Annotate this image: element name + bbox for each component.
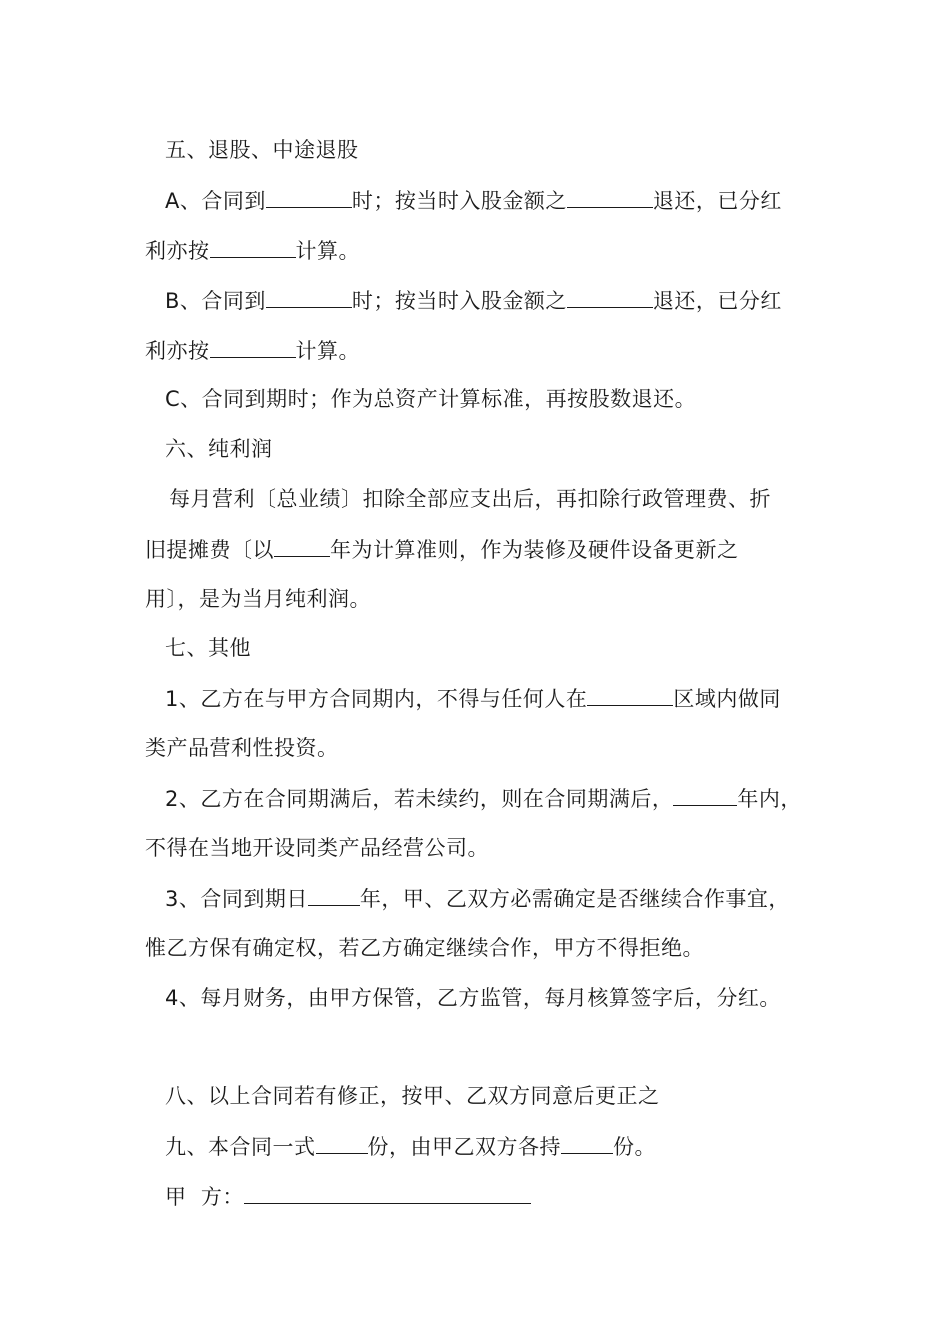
text: 3、合同到期日 [165,887,308,911]
clause-7-2-line1 [165,783,845,814]
blank-field[interactable] [316,1131,368,1154]
clause-7-1-line1 [165,683,845,714]
heading-text: 七、其他 [165,636,251,660]
section-6-para-line1 [169,484,849,514]
text: 每月营利〔总业绩〕扣除全部应支出后，再扣除行政管理费、折 [169,487,771,511]
section-5-heading [165,135,845,165]
blank-field[interactable] [274,534,330,557]
clause-5c [165,384,845,414]
text: 2、乙方在合同期满后，若未续约，则在合同期满后， [165,787,674,811]
clause-5b-line2 [145,335,825,366]
text: 退还，已分红 [652,189,782,213]
text: 时；按当时入股金额之 [351,289,567,313]
text: 份。 [613,1135,656,1159]
blank-field[interactable] [308,883,360,906]
party-a-signature-line [165,1181,845,1212]
blank-field[interactable] [567,285,653,308]
blank-field[interactable] [210,235,296,258]
text: B、合同到 [165,289,266,313]
text: 用〕，是为当月纯利润。 [145,587,371,611]
blank-field[interactable] [561,1131,613,1154]
section-6-para-line2 [145,534,825,565]
heading-text: 六、纯利润 [165,437,273,461]
text: 九、本合同一式 [165,1135,316,1159]
section-9 [165,1131,845,1162]
text: 不得在当地开设同类产品经营公司。 [145,836,489,860]
clause-7-2-line2 [145,833,825,863]
clause-5b-line1 [165,285,845,316]
text: 利亦按 [145,339,210,363]
party-a-label: 甲 方： [165,1185,244,1209]
blank-field[interactable] [266,285,352,308]
text: 利亦按 [145,239,210,263]
text: 区域内做同 [673,687,781,711]
text: 时；按当时入股金额之 [351,189,567,213]
text: 旧提摊费〔以 [145,538,274,562]
text: A、合同到 [165,189,266,213]
text: 4、每月财务，由甲方保管，乙方监管，每月核算签字后，分红。 [165,986,781,1010]
clause-5a-line1 [165,185,845,216]
blank-field[interactable] [673,783,737,806]
text: 1、乙方在与甲方合同期内，不得与任何人在 [165,687,588,711]
section-6-para-line3 [145,584,825,614]
blank-field[interactable] [210,335,296,358]
text: 年，甲、乙双方必需确定是否继续合作事宜， [359,887,790,911]
text: 八、以上合同若有修正，按甲、乙双方同意后更正之 [165,1084,660,1108]
clause-5a-line2 [145,235,825,266]
section-8 [165,1081,845,1111]
heading-text: 五、退股、中途退股 [165,138,359,162]
section-7-heading [165,633,845,663]
clause-7-3-line2 [145,933,825,963]
clause-7-1-line2 [145,733,825,763]
clause-7-3-line1 [165,883,845,914]
text: 计算。 [295,239,360,263]
clause-7-4 [165,983,845,1013]
text: C、合同到期时；作为总资产计算标准，再按股数退还。 [165,387,697,411]
text: 惟乙方保有确定权，若乙方确定继续合作，甲方不得拒绝。 [145,936,704,960]
text: 退还，已分红 [652,289,782,313]
text: 年为计算准则，作为装修及硬件设备更新之 [330,538,739,562]
text: 类产品营利性投资。 [145,736,339,760]
section-6-heading [165,434,845,464]
text: 份，由甲乙双方各持 [367,1135,561,1159]
text: 年内， [737,787,802,811]
text: 计算。 [295,339,360,363]
party-a-signature-field[interactable] [244,1181,531,1204]
blank-field[interactable] [567,185,653,208]
blank-field[interactable] [587,683,673,706]
blank-field[interactable] [266,185,352,208]
